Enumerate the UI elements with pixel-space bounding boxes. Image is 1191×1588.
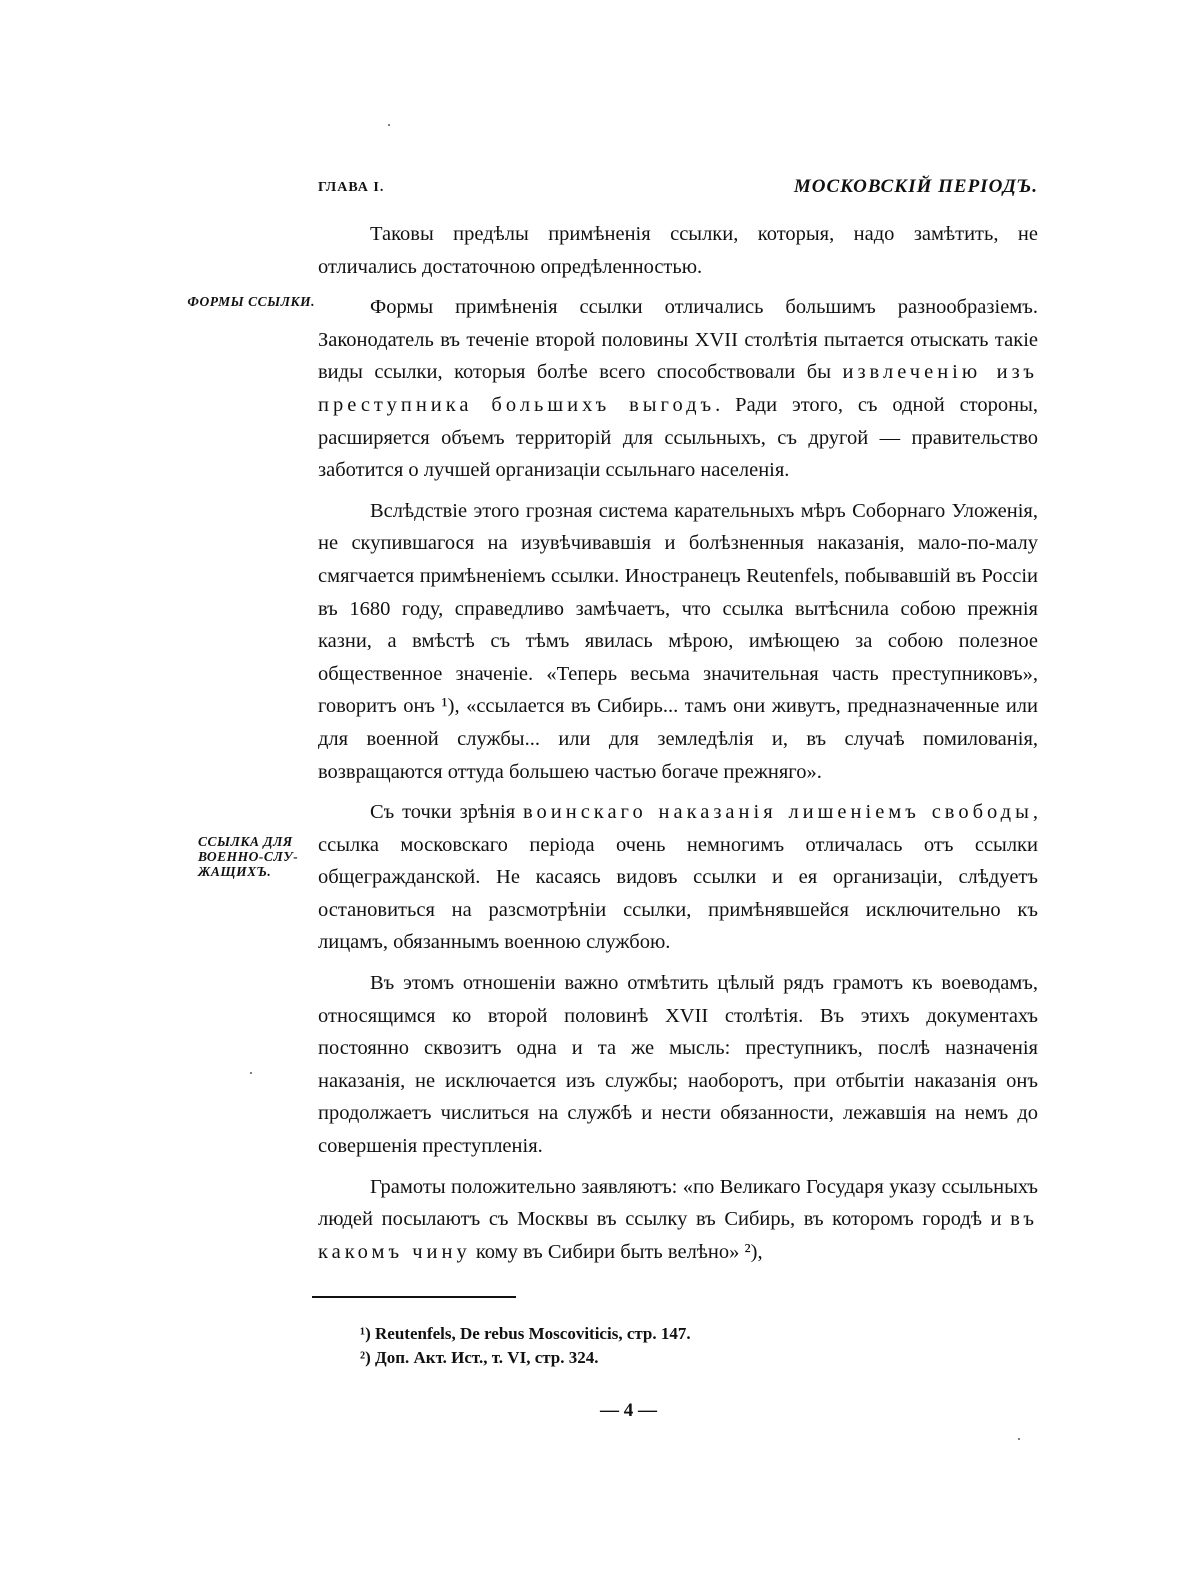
paragraph-2-part-a: Формы примѣненія ссылки отличались большимъ разнообразіемъ. Законодатель въ теченіе второй половины XVII столѣтія пытается отыскать такіе виды ссылки, которыя болѣе всего способствовали бы bbox=[318, 296, 1038, 384]
paragraph-4 bbox=[318, 796, 1038, 959]
paragraph-2-part-c: . Ради этого, съ одной стороны, расширяется объемъ территорій для ссыльныхъ, съ другой — правительство заботится о лучшей организаціи ссыльнаго населенія. bbox=[318, 393, 1038, 482]
footnote-2: ²) Доп. Акт. Ист., т. VI, стр. 324. bbox=[360, 1348, 599, 1367]
main-text bbox=[318, 218, 1038, 1276]
paragraph-3: Вслѣдствіе этого грозная система карательныхъ мѣръ Соборнаго Уложенія, не скупившагося на изувѣчивавшія и болѣзненныя наказанія, мало-по-малу смягчается примѣненіемъ ссылки. Иностранецъ Reutenfels, побывавшій въ Россіи въ 1680 году, справедливо замѣчаетъ, что ссылка вытѣснила собою прежнія казни, а вмѣстѣ съ тѣмъ явилась мѣрою, имѣющею за собою полезное общественное значеніе. «Теперь весьма значительная часть преступниковъ», говоритъ онъ ¹), «ссылается въ Сибирь... тамъ они живутъ, предназначенные или для военной службы... или для земледѣлія и, въ случаѣ помилованія, возвращаются оттуда большею частью богаче прежняго». bbox=[318, 499, 1038, 783]
paragraph-4-part-c: , ссылка московскаго періода очень немногимъ отличалась отъ ссылки общегражданской. Не касаясь видовъ ссылки и ея организаціи, слѣдуетъ остановиться на разсмотрѣніи ссылки, примѣнявшейся исключительно къ лицамъ, обязаннымъ военною службою. bbox=[318, 801, 1038, 954]
paragraph-6-part-c: кому въ Сибири быть велѣно» ²), bbox=[470, 1240, 763, 1263]
sidenote-forms: ФОРМЫ ССЫЛКИ. bbox=[187, 294, 315, 309]
chapter-label: ГЛАВА I. bbox=[318, 180, 385, 195]
paragraph-6 bbox=[318, 1171, 1038, 1269]
footnote-divider bbox=[312, 1296, 516, 1298]
paragraph-1: Таковы предѣлы примѣненія ссылки, которыя, надо замѣтить, не отличались достаточною опредѣленностью. bbox=[318, 223, 1038, 278]
footnotes bbox=[360, 1322, 980, 1370]
page-number: — 4 — bbox=[600, 1400, 657, 1421]
paragraph-2 bbox=[318, 291, 1038, 487]
paragraph-5: Въ этомъ отношеніи важно отмѣтить цѣлый рядъ грамотъ къ воеводамъ, относящимся ко второй половинѣ XVII столѣтія. Въ этихъ документахъ постоянно сквозитъ одна и та же мысль: преступникъ, послѣ назначенія наказанія, не исключается изъ службы; наоборотъ, при отбытіи наказанія онъ продолжаетъ числиться на службѣ и нести обязанности, лежавшія на немъ до совершенія преступленія. bbox=[318, 972, 1038, 1158]
scan-speck bbox=[250, 1072, 252, 1074]
spaced-emphasis: воинскаго наказанія лишеніемъ свободы bbox=[522, 801, 1033, 824]
running-title: МОСКОВСКІЙ ПЕРІОДЪ. bbox=[793, 176, 1038, 197]
spaced-emphasis: въ какомъ чину bbox=[318, 1208, 1038, 1263]
paragraph-6-part-a: Грамоты положительно заявляютъ: «по Великаго Государя указу ссыльныхъ людей посылаютъ съ Москвы въ ссылку въ Сибирь, въ которомъ городѣ и bbox=[318, 1175, 1038, 1231]
running-header bbox=[318, 176, 1038, 206]
sidenote-military: ССЫЛКА ДЛЯ ВОЕННО-СЛУ-ЖАЩИХЪ. bbox=[198, 834, 299, 879]
scan-speck bbox=[1018, 1438, 1020, 1440]
paragraph-4-part-a: Съ точки зрѣнія bbox=[370, 801, 523, 824]
scan-speck bbox=[388, 124, 390, 126]
spaced-emphasis: извлеченію изъ преступника большихъ выгодъ bbox=[318, 361, 1038, 416]
footnote-1: ¹) Reutenfels, De rebus Moscoviticis, стр. 147. bbox=[360, 1324, 691, 1343]
